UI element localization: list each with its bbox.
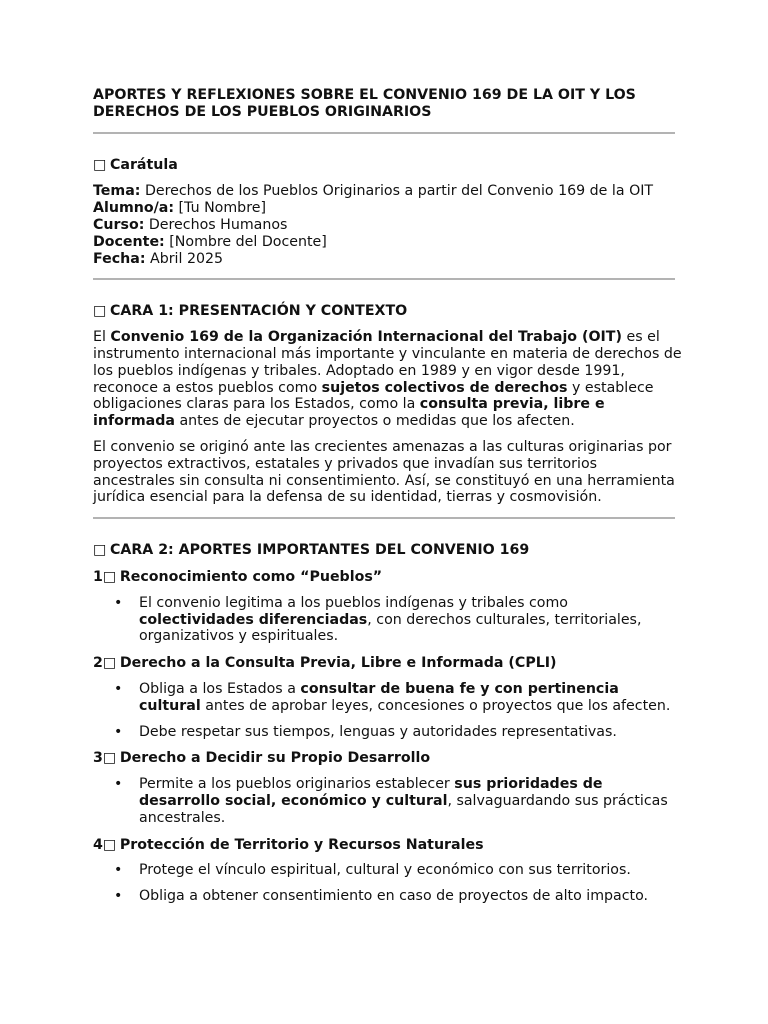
bold-run: consulta previa, libre e informada	[93, 396, 605, 430]
section-heading-label: CARA 1: PRESENTACIÓN Y CONTEXTO	[109, 303, 408, 320]
text-run: antes de ejecutar proyectos o medidas que los afecten.	[174, 413, 575, 430]
list-item	[93, 595, 683, 645]
bullet-list	[93, 776, 683, 826]
section-heading-label: Carátula	[109, 156, 178, 173]
field-value: [Tu Nombre]	[174, 200, 266, 217]
bold-run: colectividades diferenciadas	[139, 611, 368, 628]
section-heading-cara-2	[93, 542, 683, 559]
bullet-list	[93, 862, 683, 905]
field-label: Curso:	[93, 216, 145, 233]
subsection-number: 4	[93, 836, 103, 853]
missing-glyph-icon: □	[102, 655, 117, 672]
subsection-heading-4	[93, 837, 683, 854]
bullet-list	[93, 681, 683, 740]
field-value: Derechos Humanos	[144, 216, 288, 233]
cover-field-docente	[93, 234, 683, 251]
text-run: , con derechos culturales, territoriales, organizativos y espirituales.	[139, 611, 642, 645]
subsection-heading-1	[93, 569, 683, 586]
subsection-heading-label: Reconocimiento como “Pueblos”	[119, 568, 383, 585]
text-run: Obliga a obtener consentimiento en caso de proyectos de alto impacto.	[139, 888, 649, 905]
list-item	[93, 888, 683, 905]
bold-run: Convenio 169 de la Organización Internacional del Trabajo (OIT)	[110, 329, 622, 346]
text-run: antes de aprobar leyes, concesiones o proyectos que los afecten.	[200, 697, 671, 714]
text-run: El	[93, 329, 111, 346]
field-label: Alumno/a:	[93, 200, 175, 217]
section-heading-caratula	[93, 157, 683, 174]
subsection-heading-label: Derecho a la Consulta Previa, Libre e Informada (CPLI)	[119, 655, 557, 672]
field-label: Fecha:	[93, 250, 146, 267]
text-run: Debe respetar sus tiempos, lenguas y autoridades representativas.	[139, 723, 617, 740]
field-label: Docente:	[93, 233, 165, 250]
bullet-icon: •	[114, 888, 123, 905]
subsection-number: 2	[93, 655, 103, 672]
cover-field-tema	[93, 183, 683, 200]
bullet-icon: •	[114, 776, 123, 793]
bold-run: sujetos colectivos de derechos	[321, 379, 568, 396]
subsection-heading-label: Protección de Territorio y Recursos Naturales	[119, 836, 484, 853]
missing-glyph-icon: □	[93, 542, 107, 559]
bullet-list	[93, 595, 683, 645]
text-run: Permite a los pueblos originarios establecer	[139, 776, 455, 793]
subsection-heading-2	[93, 655, 683, 672]
document-title: APORTES Y REFLEXIONES SOBRE EL CONVENIO 169 DE LA OIT Y LOS DERECHOS DE LOS PUEBLOS ORIGINARIOS	[93, 87, 636, 120]
list-item	[93, 776, 683, 826]
missing-glyph-icon: □	[102, 568, 117, 585]
cover-field-fecha	[93, 251, 683, 268]
subsection-number: 3	[93, 750, 103, 767]
list-item	[93, 724, 683, 741]
bold-run: consultar de buena fe y con pertinencia cultural	[139, 680, 619, 714]
paragraph-convenio-origen: El convenio se originó ante las crecientes amenazas a las culturas originarias por proyectos extractivos, estatales y privados que invadían sus territorios ancestrales sin consulta ni consentimiento. Así, se constituyó en una herramienta jurídica esencial para la defensa de su identidad, tierras y cosmovisión.	[93, 438, 675, 506]
missing-glyph-icon: □	[102, 750, 117, 767]
field-label: Tema:	[93, 183, 141, 200]
paragraph-convenio-intro	[93, 329, 683, 430]
text-run: El convenio legitima a los pueblos indígenas y tribales como	[139, 594, 568, 611]
text-run: Obliga a los Estados a	[139, 680, 301, 697]
divider	[93, 132, 675, 134]
section-heading-label: CARA 2: APORTES IMPORTANTES DEL CONVENIO 169	[109, 542, 530, 559]
subsection-heading-3	[93, 750, 683, 767]
text-run: Protege el vínculo espiritual, cultural y económico con sus territorios.	[139, 862, 631, 879]
text-run: y establece obligaciones claras para los Estados, como la	[93, 379, 654, 413]
bullet-icon: •	[114, 723, 123, 740]
cover-field-curso	[93, 217, 683, 234]
cover-fields	[93, 183, 683, 267]
field-value: Derechos de los Pueblos Originarios a partir del Convenio 169 de la OIT	[140, 183, 654, 200]
document-content	[93, 87, 683, 905]
missing-glyph-icon: □	[93, 156, 107, 173]
field-value: Abril 2025	[145, 250, 224, 267]
bullet-icon: •	[114, 680, 123, 697]
section-heading-cara-1	[93, 303, 683, 320]
list-item	[93, 862, 683, 879]
missing-glyph-icon: □	[93, 303, 107, 320]
divider	[93, 278, 675, 280]
cover-field-alumno	[93, 200, 683, 217]
bullet-icon: •	[114, 594, 123, 611]
divider	[93, 517, 675, 519]
subsection-number: 1	[93, 568, 103, 585]
missing-glyph-icon: □	[102, 836, 117, 853]
text-run: es el instrumento internacional más importante y vinculante en materia de derechos de los pueblos indígenas y tribales. Adoptado en 1989 y en vigor desde 1991, reconoce a estos pueblos como	[93, 329, 682, 396]
text-run: , salvaguardando sus prácticas ancestrales.	[139, 792, 668, 826]
list-item	[93, 681, 683, 715]
bullet-icon: •	[114, 862, 123, 879]
bold-run: sus prioridades de desarrollo social, económico y cultural	[139, 776, 603, 809]
field-value: [Nombre del Docente]	[164, 233, 327, 250]
subsection-heading-label: Derecho a Decidir su Propio Desarrollo	[119, 750, 431, 767]
